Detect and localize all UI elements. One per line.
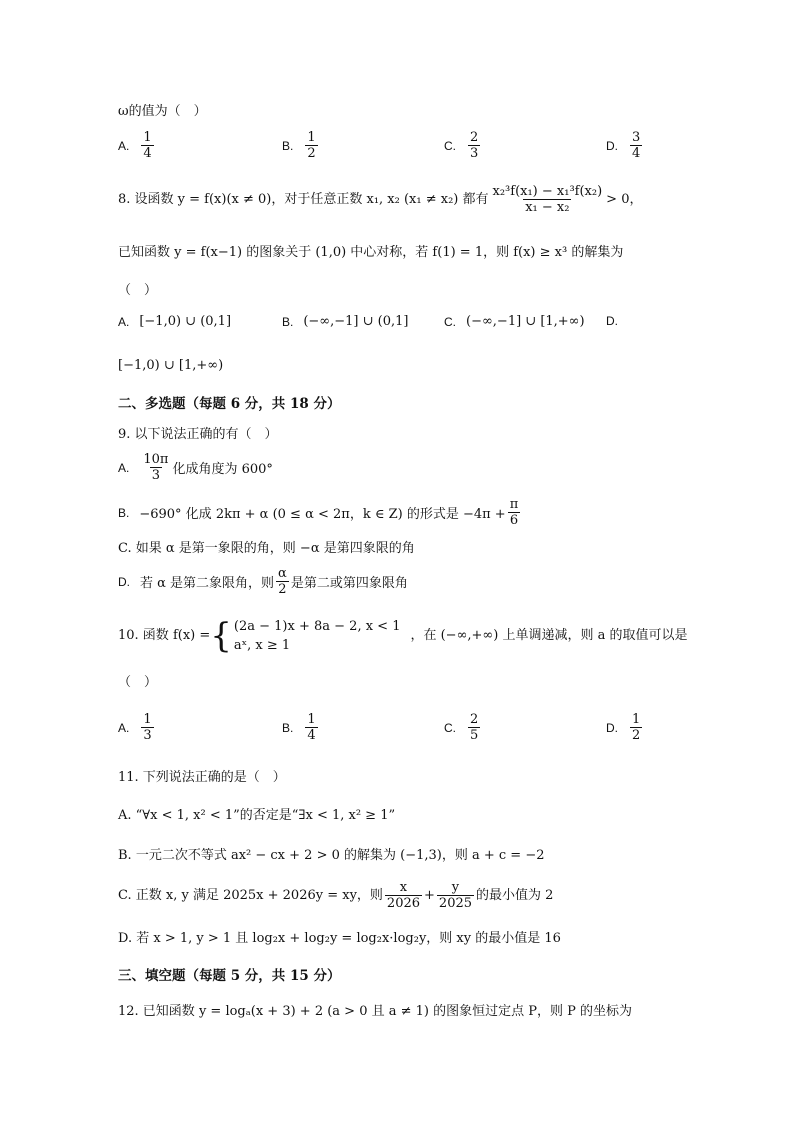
q7-option-d[interactable]: D. $\frac{3}{4}$ xyxy=(606,130,641,161)
q9-option-c[interactable]: C. 如果 α 是第一象限的角，则 −α 是第四象限的角 xyxy=(118,541,415,556)
q10-option-a[interactable]: A. $\frac{1}{3}$ xyxy=(118,712,152,743)
q10-stem: 10. 函数 f(x) = { (2a − 1)x + 8a − 2, x < 1 aˣ, x ≥ 1 ，在 (−∞,+∞) 上单调递减，则 a 的取值可以是 xyxy=(118,616,688,656)
q11-option-b[interactable]: B. 一元二次不等式 ax² − cx + 2 > 0 的解集为 (−1,3)，则 a + c = −2 xyxy=(118,848,545,863)
q8-option-d-text[interactable]: [−1,0) ∪ [1,+∞) xyxy=(118,358,224,373)
fraction: $\frac{1}{3}$ xyxy=(143,712,152,743)
fraction: $\frac{x}{2026}$ xyxy=(386,880,421,911)
fraction: $\frac{2}{3}$ xyxy=(470,130,479,161)
fraction: $\frac{1}{4}$ xyxy=(143,130,152,161)
q9-option-b[interactable]: B. −690° 化成 2kπ + α (0 ≤ α < 2π，k ∈ Z) 的形式是 −4π + $\frac{\pi}{6}$ xyxy=(118,497,519,528)
left-brace-icon: { xyxy=(210,616,232,656)
q8-option-a[interactable]: A. [−1,0) ∪ (0,1] xyxy=(118,314,232,329)
q9-option-a[interactable]: A. $\frac{10\pi}{3}$ 化成角度为 600° xyxy=(118,452,273,483)
q10-option-c[interactable]: C. $\frac{2}{5}$ xyxy=(444,712,479,743)
fraction: $\frac{2}{5}$ xyxy=(470,712,479,743)
q8-stem: 8. 设函数 y = f(x)(x ≠ 0)，对于任意正数 x₁, x₂ (x₁ ≠ x₂) 都有 $\frac{\text{x₂³f(x₁) − x₁³f(x₂)}}{\text{x₁ − x₂}}$ > 0， xyxy=(118,184,643,215)
q7-option-b[interactable]: B. $\frac{1}{2}$ xyxy=(282,130,316,161)
fraction: $\frac{10\pi}{3}$ xyxy=(143,452,169,483)
q8-option-d[interactable]: D. xyxy=(606,314,618,328)
q10-option-d[interactable]: D. $\frac{1}{2}$ xyxy=(606,712,641,743)
q7-stem-tail: ω的值为（ ） xyxy=(118,104,207,119)
q9-stem: 9. 以下说法正确的有（ ） xyxy=(118,427,278,442)
fraction: $\frac{\alpha}{2}$ xyxy=(278,566,287,597)
fraction: $\frac{y}{2025}$ xyxy=(438,880,473,911)
q10-option-b[interactable]: B. $\frac{1}{4}$ xyxy=(282,712,316,743)
q8-stem-line2: 已知函数 y = f(x−1) 的图象关于 (1,0) 中心对称，若 f(1) = 1，则 f(x) ≥ x³ 的解集为 xyxy=(118,245,624,260)
q8-option-b[interactable]: B. (−∞,−1] ∪ (0,1] xyxy=(282,314,409,329)
section-heading-multiple-choice: 二、多选题（每题 6 分，共 18 分） xyxy=(118,396,341,412)
q12-stem: 12. 已知函数 y = logₐ(x + 3) + 2 (a > 0 且 a ≠ 1) 的图象恒过定点 P，则 P 的坐标为 xyxy=(118,1004,633,1019)
q11-option-a[interactable]: A. “∀x < 1, x² < 1”的否定是“∃x < 1, x² ≥ 1” xyxy=(118,808,396,823)
fraction: $\frac{1}{2}$ xyxy=(307,130,316,161)
q11-option-c[interactable]: C. 正数 x, y 满足 2025x + 2026y = xy，则 $\frac{x}{2026}$ + $\frac{y}{2025}$ 的最小值为 2 xyxy=(118,880,554,911)
fraction: $\frac{3}{4}$ xyxy=(632,130,641,161)
piecewise-function: { (2a − 1)x + 8a − 2, x < 1 aˣ, x ≥ 1 xyxy=(210,616,401,656)
q11-stem: 11. 下列说法正确的是（ ） xyxy=(118,770,286,785)
q10-answer-paren: （ ） xyxy=(118,675,158,690)
q7-option-c[interactable]: C. $\frac{2}{3}$ xyxy=(444,130,479,161)
q8-answer-paren: （ ） xyxy=(118,283,158,298)
q8-fraction: $\frac{\text{x₂³f(x₁) − x₁³f(x₂)}}{\text{x₁ − x₂}}$ xyxy=(492,184,603,215)
q11-option-d[interactable]: D. 若 x > 1, y > 1 且 log₂x + log₂y = log₂x·log₂y，则 xy 的最小值是 16 xyxy=(118,931,561,946)
q9-option-d[interactable]: D. 若 α 是第二象限角，则 $\frac{\alpha}{2}$ 是第二或第四象限角 xyxy=(118,566,408,597)
fraction: $\frac{1}{4}$ xyxy=(307,712,316,743)
q8-option-c[interactable]: C. (−∞,−1] ∪ [1,+∞) xyxy=(444,314,585,329)
q7-option-a[interactable]: A. $\frac{1}{4}$ xyxy=(118,130,152,161)
fraction: $\frac{\pi}{6}$ xyxy=(509,497,519,528)
fraction: $\frac{1}{2}$ xyxy=(632,712,641,743)
section-heading-fill-in: 三、填空题（每题 5 分，共 15 分） xyxy=(118,968,341,984)
